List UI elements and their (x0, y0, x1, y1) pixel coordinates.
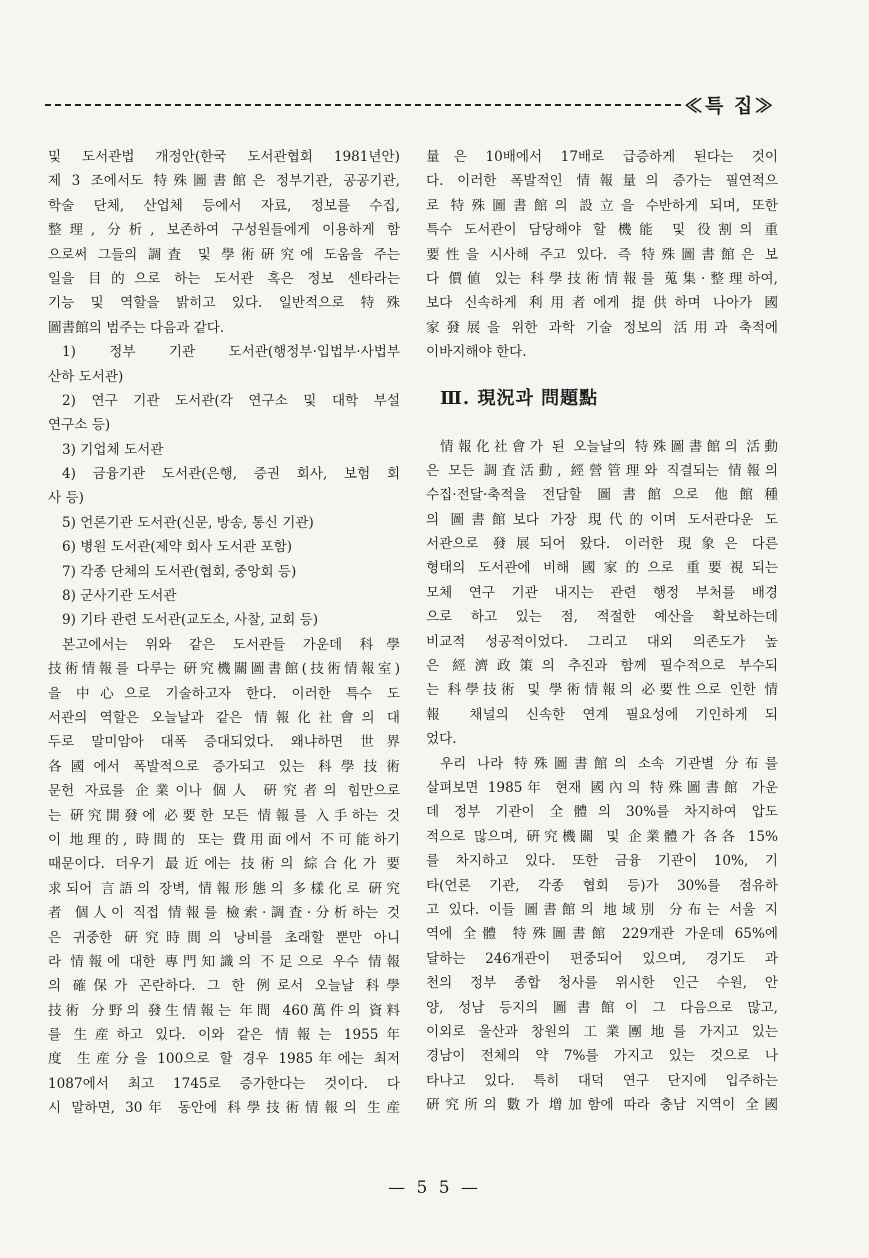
text-line: 수집·전달·축적을 전담할 圖書館으로 他館種 (426, 487, 778, 504)
text-line: 로 特殊圖書館의 設立을 수반하게 되며, 또한 (426, 197, 778, 214)
list-item: 5) 언론기관 도서관(신문, 방송, 통신 기관) (62, 514, 314, 531)
text-line: 살펴보면 1985年 현재 國內의 特殊圖書館 가운 (426, 779, 778, 796)
text-line: 고 있다. 이들 圖書館의 地域別 分布는 서울 지 (426, 901, 778, 918)
text-line: 要性을 시사해 주고 있다. 즉 特殊圖書館은 보 (426, 246, 778, 263)
list-item: 3) 기업체 도서관 (62, 441, 164, 458)
list-item: 4) 금융기관 도서관(은행, 증권 회사, 보험 회 (62, 466, 400, 483)
text-line: 학술 단체, 산업체 등에서 자료, 정보를 수집, (48, 197, 400, 214)
text-line: 보다 신속하게 利用者에게 提供하며 나아가 國 (426, 295, 778, 312)
text-line: 는 硏究開發에 必要한 모든 情報를 入手하는 것 (48, 807, 400, 824)
text-line: 의 圖書館보다 가장 現代的이며 도서관다운 도 (426, 511, 778, 528)
text-line: 이바지해야 한다. (426, 344, 527, 361)
text-line: 이외로 울산과 창원의 工業團地를 가지고 있는 (426, 1023, 778, 1040)
right-column (426, 145, 778, 1117)
text-line: 整理, 分析, 보존하여 구성원들에게 이용하게 함 (48, 222, 400, 239)
text-line: 은 귀중한 硏究時間의 낭비를 초래할 뿐만 아니 (48, 929, 400, 946)
text-line: 기능 및 역할을 밝히고 있다. 일반적으로 特殊 (48, 295, 400, 312)
text-line: 경남이 전체의 약 7%를 가지고 있는 것으로 나 (426, 1048, 778, 1065)
text-line: 데 정부 기관이 全體의 30%를 차지하여 압도 (426, 804, 778, 821)
text-line: 비교적 성공적이었다. 그리고 대외 의존도가 높 (426, 633, 778, 650)
text-line: 圖書館의 범주는 다음과 같다. (48, 319, 225, 336)
list-item: 8) 군사기관 도서관 (62, 588, 177, 605)
text-line: 의 確保가 곤란하다. 그 한 例로서 오늘날 科學 (48, 978, 400, 995)
text-line: 타(언론 기관, 각종 협회 등)가 30%를 점유하 (426, 877, 778, 894)
text-line: 서관의 역할은 오늘날과 같은 情報化社會의 대 (48, 709, 400, 726)
text-line: 때문이다. 더우기 最近에는 技術의 綜合化가 要 (48, 856, 400, 873)
section-paragraph-2 (426, 752, 778, 1118)
special-feature-label: ≪특 집≫ (684, 95, 776, 117)
text-line: 및 도서관법 개정안(한국 도서관협회 1981년안) (48, 149, 400, 165)
text-line: 양, 성남 등지의 圖書館이 그 다음으로 많고, (426, 999, 778, 1016)
text-line: 情報化社會가 된 오늘날의 特殊圖書館의 活動 (440, 438, 778, 455)
text-line: 技術 分野의 發生情報는 年間 460萬件의 資料 (48, 1002, 400, 1019)
text-line: 家發展을 위한 과학 기술 정보의 活用과 축적에 (426, 319, 778, 336)
list-item-continuation: 사 등) (48, 490, 84, 507)
text-line: 技術情報를 다루는 硏究機關圖書館(技術情報室) (48, 661, 400, 678)
text-line: 硏究所의 數가 增加함에 따라 충남 지역이 全國 (426, 1097, 778, 1114)
text-line: 다. 이러한 폭발적인 情報量의 증가는 필연적으 (426, 173, 778, 190)
list-item: 2) 연구 기관 도서관(각 연구소 및 대학 부설 (62, 392, 400, 409)
text-line: 으로써 그들의 調査 및 學術硏究에 도움을 주는 (48, 246, 400, 263)
text-line: 천의 정부 종합 청사를 위시한 인근 수원, 안 (426, 975, 778, 992)
text-line: 은 모든 調査活動, 經營管理와 직결되는 情報의 (426, 462, 778, 479)
list-item-continuation: 연구소 등) (48, 417, 111, 434)
left-intro-paragraph (48, 145, 400, 340)
text-line: 적으로 많으며, 硏究機關 및 企業體가 各各 15% (426, 828, 778, 845)
text-line: 특수 도서관이 담당해야 할 機能 및 役割의 重 (426, 222, 778, 239)
text-line: 者 個人이 직접 情報를 檢索·調査·分析하는 것 (48, 905, 400, 922)
text-line: 을 中心으로 기술하고자 한다. 이러한 특수 도 (48, 685, 400, 702)
text-line: 시 말하면, 30年 동안에 科學技術情報의 生産 (48, 1100, 400, 1117)
library-category-list (48, 340, 400, 633)
section-paragraph-1 (426, 435, 778, 752)
text-line: 달하는 246개관이 편중되어 있으며, 경기도 과 (426, 950, 778, 967)
text-line: 量은 10배에서 17배로 급증하게 된다는 것이 (426, 149, 778, 165)
text-line: 역에 全體 特殊圖書館 229개관 가운데 65%에 (426, 926, 778, 943)
list-item: 7) 각종 단체의 도서관(협회, 중앙회 등) (62, 563, 297, 580)
text-line: 를 차지하고 있다. 또한 금융 기관이 10%, 기 (426, 853, 778, 870)
list-item: 1) 정부 기관 도서관(행정부·입법부·사법부 (62, 344, 400, 361)
text-line: 이 地理的, 時間的 또는 費用面에서 不可能하기 (48, 831, 400, 848)
section-title: Ⅲ. 現況과 問題點 (440, 387, 599, 409)
left-body-paragraph (48, 633, 400, 1121)
text-line: 문헌 자료를 企業이나 個人 硏究者의 힘만으로 (48, 783, 400, 800)
text-line: 報 채널의 신속한 연계 필요성에 기인하게 되 (426, 706, 778, 723)
text-line: 모체 연구 기관 내지는 관련 행정 부처를 배경 (426, 584, 778, 601)
right-intro-paragraph (426, 145, 778, 365)
text-line: 일을 目的으로 하는 도서관 혹은 정보 센타라는 (48, 270, 400, 287)
text-line: 라 情報에 대한 專門知識의 不足으로 우수 情報 (48, 953, 400, 970)
text-line: 타나고 있다. 특히 대덕 연구 단지에 입주하는 (426, 1072, 778, 1089)
text-line: 는 科學技術 및 學術情報의 必要性으로 인한 情 (426, 682, 778, 699)
list-item: 9) 기타 관련 도서관(교도소, 사찰, 교회 등) (62, 612, 319, 629)
text-line: 를 生産하고 있다. 이와 같은 情報는 1955年 (48, 1027, 400, 1044)
list-item-continuation: 산하 도서관) (48, 368, 124, 385)
text-line: 求되어 言語의 장벽, 情報形態의 多樣化로 硏究 (48, 880, 400, 897)
text-line: 형태의 도서관에 비해 國家的으로 重要視되는 (426, 560, 778, 577)
text-line: 제 3 조에서도 特殊圖書館은 정부기관, 공공기관, (48, 173, 400, 190)
list-item: 6) 병원 도서관(제약 회사 도서관 포함) (62, 539, 293, 556)
text-line: 다 價値 있는 科學技術情報를 蒐集·整理하여, (426, 270, 778, 287)
text-line: 은 經濟政策의 추진과 함께 필수적으로 부수되 (426, 658, 778, 675)
text-line: 各國에서 폭발적으로 증가되고 있는 科學技術 (48, 758, 400, 775)
text-line: 두로 말미암아 대폭 증대되었다. 왜냐하면 世界 (48, 734, 400, 751)
left-column (48, 145, 400, 1121)
text-line: 우리 나라 特殊圖書館의 소속 기관별 分布를 (440, 755, 778, 772)
text-line: 度 生産分을 100으로 할 경우 1985年에는 최저 (48, 1051, 400, 1068)
text-line: 1087에서 최고 1745로 증가한다는 것이다. 다 (48, 1075, 400, 1092)
text-line: 으로 하고 있는 점, 적절한 예산을 확보하는데 (426, 609, 778, 626)
text-line: 본고에서는 위와 같은 도서관들 가운데 科學 (62, 636, 400, 653)
text-line: 서관으로 發展되어 왔다. 이러한 現象은 다른 (426, 536, 778, 553)
header-dashed-rule (45, 104, 681, 106)
text-line: 었다. (426, 731, 457, 748)
page-number: — 5 5 — (388, 1178, 481, 1198)
